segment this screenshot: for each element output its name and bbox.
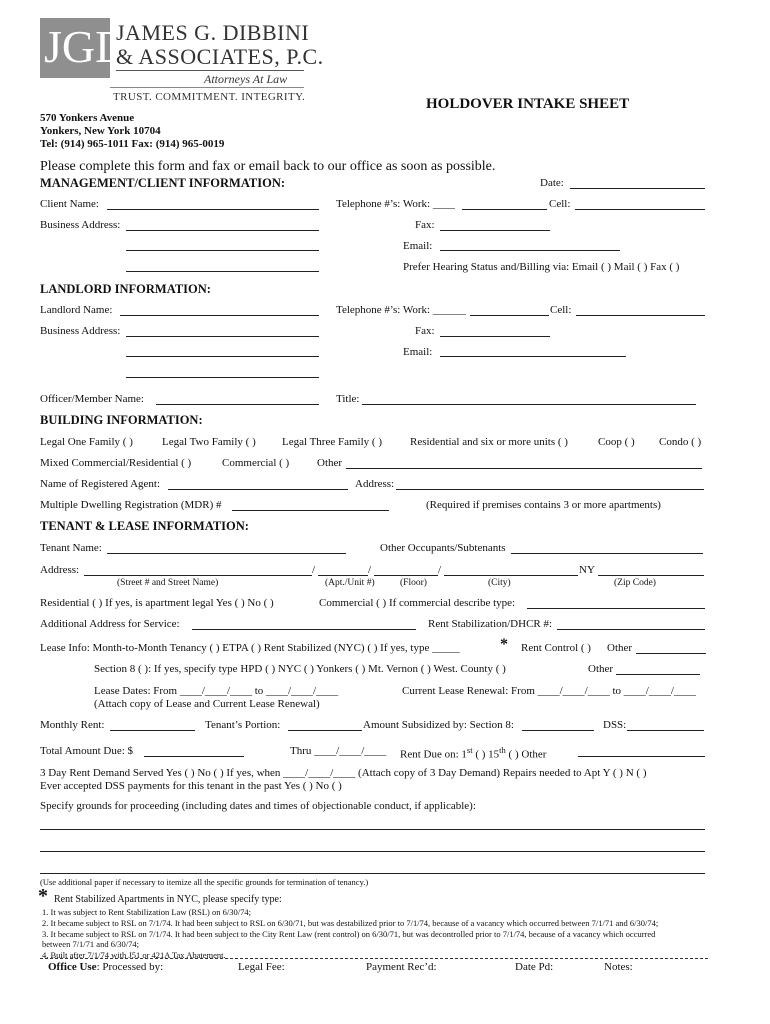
rent-stab-item-2: 2. It became subject to RSL on 7/1/74. It had been subject to RSL on 6/30/71, but was destabilized prior to 7/1/74, because of a vacancy which occurred between 7/1/71 and 6/30/74; — [42, 918, 659, 928]
total-due-field[interactable] — [144, 756, 244, 757]
mgmt-telephone-label: Telephone #’s: Work: ____ — [336, 198, 455, 210]
grounds-line-1[interactable] — [40, 829, 705, 830]
mgmt-business-address-field-3[interactable] — [126, 271, 319, 272]
tenant-heading: TENANT & LEASE INFORMATION: — [40, 519, 249, 533]
rent-stab-item-3: 3. It became subject to RSL on 7/1/74. It had been subject to the City Rent Law (rent control) on 6/30/71, but was decontrolled prior to 7/1/74, because of a vacancy which occurred — [42, 929, 656, 939]
agent-address-label: Address: — [355, 478, 395, 490]
tenant-name-label: Tenant Name: — [40, 542, 102, 554]
legal-one-family-option[interactable]: Legal One Family ( ) — [40, 436, 133, 448]
dss-field[interactable] — [627, 730, 704, 731]
mgmt-business-address-field-2[interactable] — [126, 250, 319, 251]
street-caption: (Street # and Street Name) — [117, 578, 219, 588]
mgmt-email-field[interactable] — [440, 250, 620, 251]
dhcr-label: Rent Stabilization/DHCR #: — [428, 618, 553, 630]
firm-logo-mark — [40, 18, 129, 78]
firm-motto: TRUST. COMMITMENT. INTEGRITY. — [113, 91, 306, 103]
zip-caption: (Zip Code) — [614, 578, 656, 588]
rent-due-on[interactable]: Rent Due on: 1st ( ) 15th ( ) Other — [400, 745, 547, 761]
mgmt-cell-field[interactable] — [575, 209, 705, 210]
firm-subtitle: Attorneys At Law — [204, 72, 288, 86]
total-due-label: Total Amount Due: $ — [40, 745, 134, 757]
legal-three-family-option[interactable]: Legal Three Family ( ) — [282, 436, 382, 448]
city-field[interactable] — [444, 575, 578, 576]
firm-name-line2: & ASSOCIATES, P.C. — [116, 44, 324, 69]
mgmt-business-address-label: Business Address: — [40, 219, 121, 231]
mgmt-work-phone-field[interactable] — [462, 209, 547, 210]
section8-subsidy-field[interactable] — [522, 730, 594, 731]
date-pd-label: Date Pd: — [515, 961, 554, 973]
attach-lease-note: (Attach copy of Lease and Current Lease Renewal) — [94, 698, 320, 710]
office-use-divider — [40, 958, 708, 959]
landlord-business-address-field-2[interactable] — [126, 356, 319, 357]
dss-payments-question[interactable]: Ever accepted DSS payments for this tenant in the past Yes ( ) No ( ) — [40, 780, 342, 792]
additional-address-label: Additional Address for Service: — [40, 618, 180, 630]
building-heading: BUILDING INFORMATION: — [40, 413, 203, 427]
mgmt-business-address-field-1[interactable] — [126, 230, 319, 231]
dss-label: DSS: — [603, 719, 627, 731]
firm-name-line1: JAMES G. DIBBINI — [116, 20, 310, 45]
other-occupants-label: Other Occupants/Subtenants — [380, 542, 506, 554]
registered-agent-field[interactable] — [168, 489, 348, 490]
tenant-address-label: Address: — [40, 564, 80, 576]
street-field[interactable] — [84, 575, 312, 576]
other-occupants-field[interactable] — [511, 553, 703, 554]
registered-agent-label: Name of Registered Agent: — [40, 478, 161, 490]
residential-legal-question[interactable]: Residential ( ) If yes, is apartment legal Yes ( ) No ( ) — [40, 597, 274, 609]
zip-field[interactable] — [598, 575, 704, 576]
section8-other-field[interactable] — [616, 674, 700, 675]
mdr-field[interactable] — [232, 510, 389, 511]
mdr-label: Multiple Dwelling Registration (MDR) # — [40, 499, 222, 511]
form-title: HOLDOVER INTAKE SHEET — [426, 96, 630, 112]
mgmt-fax-label: Fax: — [415, 219, 435, 231]
section8-options[interactable]: Section 8 ( ): If yes, specify type HPD ( ) NYC ( ) Yonkers ( ) Mt. Vernon ( ) West. County ( ) — [94, 663, 506, 675]
coop-option[interactable]: Coop ( ) — [598, 436, 635, 448]
commercial-type-label: Commercial ( ) If commercial describe type: — [319, 597, 516, 609]
office-use-row: Office Use: Processed by: — [48, 961, 164, 973]
officer-name-field[interactable] — [156, 404, 319, 405]
landlord-name-label: Landlord Name: — [40, 304, 113, 316]
building-other-field[interactable] — [346, 468, 702, 469]
officer-name-label: Officer/Member Name: — [40, 393, 144, 405]
thru-date[interactable]: Thru ____/____/____ — [290, 745, 387, 757]
mgmt-fax-field[interactable] — [440, 230, 550, 231]
lease-dates[interactable]: Lease Dates: From ____/____/____ to ____/____/____ — [94, 685, 339, 697]
grounds-line-3[interactable] — [40, 873, 705, 874]
office-address-line1: 570 Yonkers Avenue — [40, 112, 135, 124]
landlord-business-address-field-1[interactable] — [126, 336, 319, 337]
client-name-label: Client Name: — [40, 198, 99, 210]
landlord-telephone-label: Telephone #’s: Work: ______ — [336, 304, 466, 316]
apt-caption: (Apt./Unit #) — [325, 578, 375, 588]
lease-other-label: Other — [607, 642, 633, 654]
landlord-email-label: Email: — [403, 346, 433, 358]
client-name-field[interactable] — [107, 209, 319, 210]
mdr-required-note: (Required if premises contains 3 or more apartments) — [426, 499, 661, 511]
rent-stab-heading: Rent Stabilized Apartments in NYC, please specify type: — [54, 894, 282, 905]
prefer-hearing-status: Prefer Hearing Status and/Billing via: Email ( ) Mail ( ) Fax ( ) — [403, 261, 680, 273]
mgmt-email-label: Email: — [403, 240, 433, 252]
three-day-demand[interactable]: 3 Day Rent Demand Served Yes ( ) No ( ) If yes, when ____/____/____ (Attach copy of 3 Day Demand) Repairs needed to Apt Y ( ) N ( ) — [40, 767, 647, 779]
officer-title-field[interactable] — [362, 404, 696, 405]
landlord-heading: LANDLORD INFORMATION: — [40, 282, 211, 296]
rent-stab-item-1: 1. It was subject to Rent Stabilization Law (RSL) on 6/30/74; — [42, 907, 251, 917]
condo-option[interactable]: Condo ( ) — [659, 436, 702, 448]
state-ny: NY — [579, 564, 595, 576]
building-other-label: Other — [317, 457, 343, 469]
landlord-email-field[interactable] — [440, 356, 626, 357]
payment-recd-label: Payment Rec’d: — [366, 961, 437, 973]
landlord-business-address-field-3[interactable] — [126, 377, 319, 378]
apt-field[interactable] — [318, 575, 368, 576]
landlord-cell-field[interactable] — [576, 315, 705, 316]
rent-due-other-field[interactable] — [578, 756, 705, 757]
landlord-name-field[interactable] — [120, 315, 319, 316]
grounds-label: Specify grounds for proceeding (including dates and times of objectionable conduct, if applicable): — [40, 800, 476, 812]
city-caption: (City) — [488, 578, 511, 588]
monthly-rent-field[interactable] — [110, 730, 195, 731]
office-phone-fax: Tel: (914) 965-1011 Fax: (914) 965-0019 — [40, 138, 225, 150]
tenants-portion-field[interactable] — [288, 730, 362, 731]
form-instruction: Please complete this form and fax or email back to our office as soon as possible. — [40, 159, 496, 174]
commercial-type-field[interactable] — [527, 608, 705, 609]
mgmt-cell-label: Cell: — [549, 198, 571, 210]
floor-field[interactable] — [374, 575, 438, 576]
tenant-name-field[interactable] — [107, 553, 346, 554]
rent-stab-item-3-cont: between 7/1/71 and 6/30/74; — [42, 939, 140, 949]
rent-control-option[interactable]: Rent Control ( ) — [521, 642, 591, 654]
additional-address-field[interactable] — [192, 629, 416, 630]
floor-caption: (Floor) — [400, 578, 427, 588]
agent-address-field[interactable] — [396, 489, 704, 490]
dhcr-field[interactable] — [557, 629, 705, 630]
amount-subsidized-label: Amount Subsidized by: Section 8: — [363, 719, 514, 731]
legal-fee-label: Legal Fee: — [238, 961, 285, 973]
current-lease-renewal[interactable]: Current Lease Renewal: From ____/____/____ to ____/____/____ — [402, 685, 696, 697]
landlord-fax-field[interactable] — [440, 336, 550, 337]
landlord-cell-label: Cell: — [550, 304, 572, 316]
notes-label: Notes: — [604, 961, 633, 973]
officer-title-label: Title: — [336, 393, 360, 405]
monthly-rent-label: Monthly Rent: — [40, 719, 105, 731]
management-heading: MANAGEMENT/CLIENT INFORMATION: — [40, 176, 286, 190]
date-field[interactable] — [570, 188, 705, 189]
legal-two-family-option[interactable]: Legal Two Family ( ) — [162, 436, 256, 448]
motto-divider — [110, 87, 304, 88]
section8-other-label: Other — [588, 663, 614, 675]
office-address-line2: Yonkers, New York 10704 — [40, 125, 161, 137]
lease-asterisk: * — [500, 636, 508, 653]
landlord-business-address-label: Business Address: — [40, 325, 121, 337]
landlord-work-phone-field[interactable] — [470, 315, 549, 316]
mixed-use-option[interactable]: Mixed Commercial/Residential ( ) — [40, 457, 192, 469]
grounds-line-2[interactable] — [40, 851, 705, 852]
firm-divider — [116, 70, 304, 71]
commercial-building-option[interactable]: Commercial ( ) — [222, 457, 290, 469]
tenants-portion-label: Tenant’s Portion: — [205, 719, 281, 731]
rent-stab-item-4: 4. Built after 7/1/74 with J51 or 421A Tax Abatement. — [42, 950, 226, 960]
lease-info-options[interactable]: Lease Info: Month-to-Month Tenancy ( ) ETPA ( ) Rent Stabilized (NYC) ( ) If yes, type _____ — [40, 642, 460, 654]
use-additional-paper-note: (Use additional paper if necessary to itemize all the specific grounds for termination of tenancy.) — [40, 877, 369, 887]
residential-six-units-option[interactable]: Residential and six or more units ( ) — [410, 436, 568, 448]
date-label: Date: — [540, 177, 564, 189]
logo-letters: JGD — [44, 21, 129, 72]
landlord-fax-label: Fax: — [415, 325, 435, 337]
footer-asterisk: * — [38, 885, 48, 907]
lease-other-field[interactable] — [636, 653, 706, 654]
